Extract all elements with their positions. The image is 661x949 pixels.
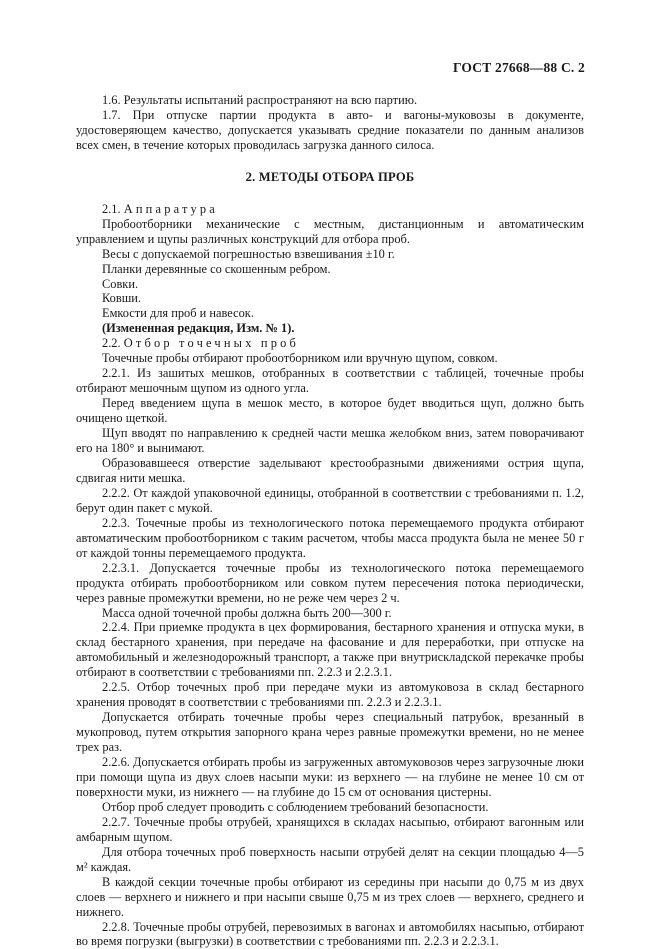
amendment-note: (Измененная редакция, Изм. № 1). bbox=[102, 321, 295, 336]
page-header: ГОСТ 27668—88 С. 2 bbox=[452, 60, 585, 75]
paragraph-1-6: 1.6. Результаты испытаний распространяют на всю партию. bbox=[102, 93, 418, 107]
paragraph-2-1-f: Емкости для проб и навесок. bbox=[102, 306, 254, 321]
paragraph-2-2-8: 2.2.8. Точечные пробы отрубей, перевозимых в вагонах и автомобилях насыпью, отбирают во время погрузки (выгрузки) в соответствии с требованиями пп. 2.2.3 и 2.2.3.1. bbox=[76, 919, 584, 949]
paragraph-2-1-e: Ковши. bbox=[102, 291, 141, 306]
paragraph-2-1-c: Планки деревянные со скошенным ребром. bbox=[102, 261, 331, 276]
paragraph-2-1-d: Совки. bbox=[102, 276, 139, 291]
clause-number: 2.2. bbox=[102, 336, 121, 351]
paragraph-2-2-heading bbox=[76, 336, 584, 351]
paragraph-2-1-b: Весы с допускаемой погрешностью взвешивания ±10 г. bbox=[102, 246, 395, 261]
paragraph-2-2-6-a: Отбор проб следует проводить с соблюдением требований безопасности. bbox=[102, 799, 489, 814]
paragraph-2-2-7: 2.2.7. Точечные пробы отрубей, хранящихся в складах насыпью, отбирают вагонным или амбарным щупом. bbox=[76, 814, 584, 844]
paragraph-2-2-1-a: Перед введением щупа в мешок место, в которое будет вводиться щуп, должно быть очищено щеткой. bbox=[76, 396, 584, 426]
paragraph-2-2-a: Точечные пробы отбирают пробоотборником или вручную щупом, совком. bbox=[102, 351, 498, 366]
paragraph-2-2-7-a: Для отбора точечных проб поверхность насыпи отрубей делят на секции площадью 4—5 м² каждая. bbox=[76, 844, 584, 874]
paragraph-2-2-6: 2.2.6. Допускается отбирать пробы из загруженных автомуковозов через загрузочные люки при помощи щупа из двух слоев насыпи муки: из верхнего — на глубине не менее 10 см от поверхности муки, из нижнего — на глубине до 15 см от основания цистерны. bbox=[76, 755, 584, 799]
section-title: 2. МЕТОДЫ ОТБОРА ПРОБ bbox=[245, 169, 415, 184]
paragraph-2-2-1: 2.2.1. Из зашитых мешков, отобранных в соответствии с таблицей, точечные пробы отбирают мешочным щупом из одного угла. bbox=[76, 366, 584, 396]
paragraph-2-2-7-b: В каждой секции точечные пробы отбирают из середины при насыпи до 0,75 м из двух слоев — верхнего и нижнего и при насыпи свыше 0,75 м из трех слоев — верхнего, среднего и нижнего. bbox=[76, 874, 584, 919]
clause-number: 2.1. bbox=[102, 201, 121, 216]
paragraph-2-2-1-b: Щуп вводят по направлению к средней части мешка желобком вниз, затем поворачивают его на 180° и вынимают. bbox=[76, 426, 584, 456]
paragraph-2-2-5-a: Допускается отбирать точечные пробы через специальный патрубок, врезанный в мукопровод, путем открытия запорного крана через равные промежутки времени, но не менее трех раз. bbox=[76, 710, 584, 755]
paragraph-2-2-1-c: Образовавшееся отверстие заделывают крестообразными движениями острия щупа, сдвигая нити мешка. bbox=[76, 455, 584, 485]
paragraph-2-1-a: Пробоотборники механические с местным, дистанционным и автоматическим управлением и щупы различных конструкций для отбора проб. bbox=[76, 216, 584, 246]
paragraph-2-2-4: 2.2.4. При приемке продукта в цех формирования, бестарного хранения и отпуска муки, в склад бестарного хранения, при передаче на фасование и для переработки, при отпуске на автомобильный и железнодорожный транспорт, а также при внутрискладской перекачке пробы отбирают в соответствии с требованиями пп. 2.2.3 и 2.2.3.1. bbox=[76, 620, 584, 680]
paragraph-2-1-heading bbox=[76, 202, 584, 217]
paragraph-2-2-2: 2.2.2. От каждой упаковочной единицы, отобранной в соответствии с требованиями п. 1.2, берут один пакет с мукой. bbox=[76, 485, 584, 515]
clause-title: Отбор точечных проб bbox=[123, 336, 300, 351]
paragraph-2-2-3-1: 2.2.3.1. Допускается точечные пробы из технологического потока перемещаемого продукта отбирать пробоотборником или совком путем пересечения потока периодически, через равные промежутки времени, но не реже чем через 2 ч. bbox=[76, 560, 584, 605]
paragraph-2-2-3: 2.2.3. Точечные пробы из технологического потока перемещаемого продукта отбирают автоматическим пробоотборником с таким расчетом, чтобы масса продукта была не менее 50 г от каждой тонны перемещаемого продукта. bbox=[76, 515, 584, 560]
clause-title: Аппаратура bbox=[123, 201, 218, 216]
document-body bbox=[76, 93, 584, 949]
paragraph-1-7: 1.7. При отпуске партии продукта в авто- и вагоны-муковозы в документе, удостоверяющем качество, допускается указывать средние показатели по данным анализов всех смен, в течение которых проводилась загрузка данного силоса. bbox=[76, 107, 584, 152]
paragraph-2-2-3-1-a: Масса одной точечной пробы должна быть 200—300 г. bbox=[102, 605, 392, 620]
paragraph-2-2-5: 2.2.5. Отбор точечных проб при передаче муки из автомуковоза в склад бестарного хранения проводят в соответствии с требованиями пп. 2.2.3 и 2.2.3.1. bbox=[76, 680, 584, 710]
